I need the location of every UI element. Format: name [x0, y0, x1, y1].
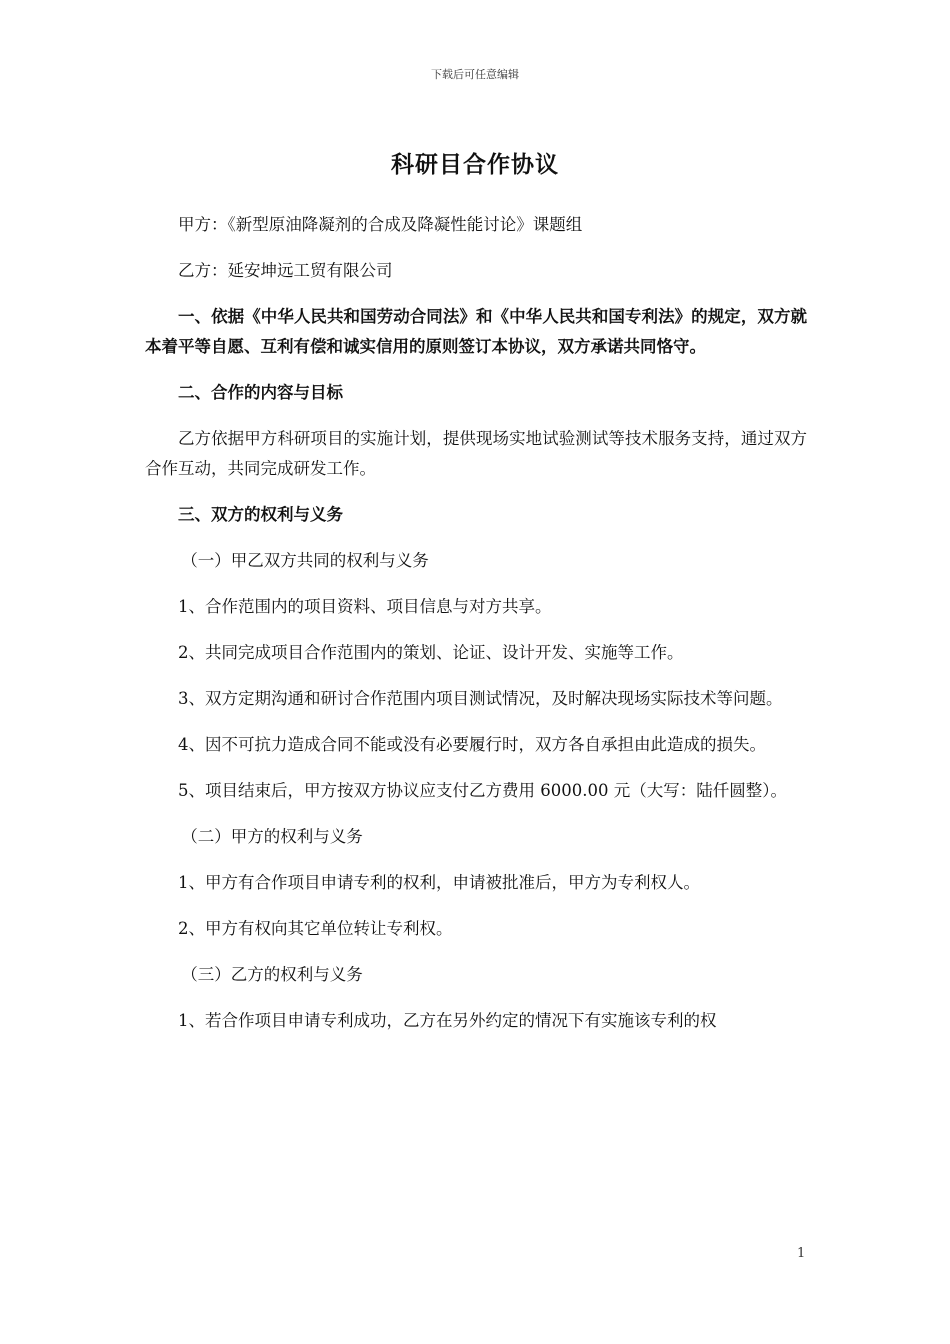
- header-note: 下载后可任意编辑: [431, 68, 519, 81]
- joint-rights-title: （一）甲乙双方共同的权利与义务: [181, 551, 429, 570]
- section-2-body: 乙方依据甲方科研项目的实施计划，提供现场实地试验测试等技术服务支持，通过双方合作互动，共同完成研发工作。: [145, 429, 807, 478]
- party-a-item-2: 2、甲方有权向其它单位转让专利权。: [178, 919, 453, 938]
- party-a: 甲方：《新型原油降凝剂的合成及降凝性能讨论》课题组: [178, 215, 583, 234]
- document-body: [145, 210, 807, 1052]
- page-number: 1: [797, 1246, 806, 1261]
- party-a-rights-title: （二）甲方的权利与义务: [181, 827, 363, 846]
- section-1: 一、依据《中华人民共和国劳动合同法》和《中华人民共和国专利法》的规定，双方就本着平等自愿、互利有偿和诚实信用的原则签订本协议，双方承诺共同恪守。: [145, 307, 807, 356]
- party-b-rights-title: （三）乙方的权利与义务: [181, 965, 363, 984]
- joint-item-5: 5、项目结束后，甲方按双方协议应支付乙方费用 6000.00 元（大写：陆仟圆整）。: [178, 781, 787, 800]
- party-b-item-1: 1、若合作项目申请专利成功，乙方在另外约定的情况下有实施该专利的权: [178, 1011, 717, 1030]
- party-a-item-1: 1、甲方有合作项目申请专利的权利，申请被批准后，甲方为专利权人。: [178, 873, 700, 892]
- joint-item-2: 2、共同完成项目合作范围内的策划、论证、设计开发、实施等工作。: [178, 643, 684, 662]
- document-title: 科研目合作协议: [391, 152, 559, 178]
- joint-item-1: 1、合作范围内的项目资料、项目信息与对方共享。: [178, 597, 552, 616]
- section-2-title: 二、合作的内容与目标: [178, 383, 343, 402]
- joint-item-4: 4、因不可抗力造成合同不能或没有必要履行时，双方各自承担由此造成的损失。: [178, 735, 766, 754]
- party-b: 乙方：延安坤远工贸有限公司: [178, 261, 393, 280]
- joint-item-3: 3、双方定期沟通和研讨合作范围内项目测试情况，及时解决现场实际技术等问题。: [178, 689, 783, 708]
- section-3-title: 三、双方的权利与义务: [178, 505, 343, 524]
